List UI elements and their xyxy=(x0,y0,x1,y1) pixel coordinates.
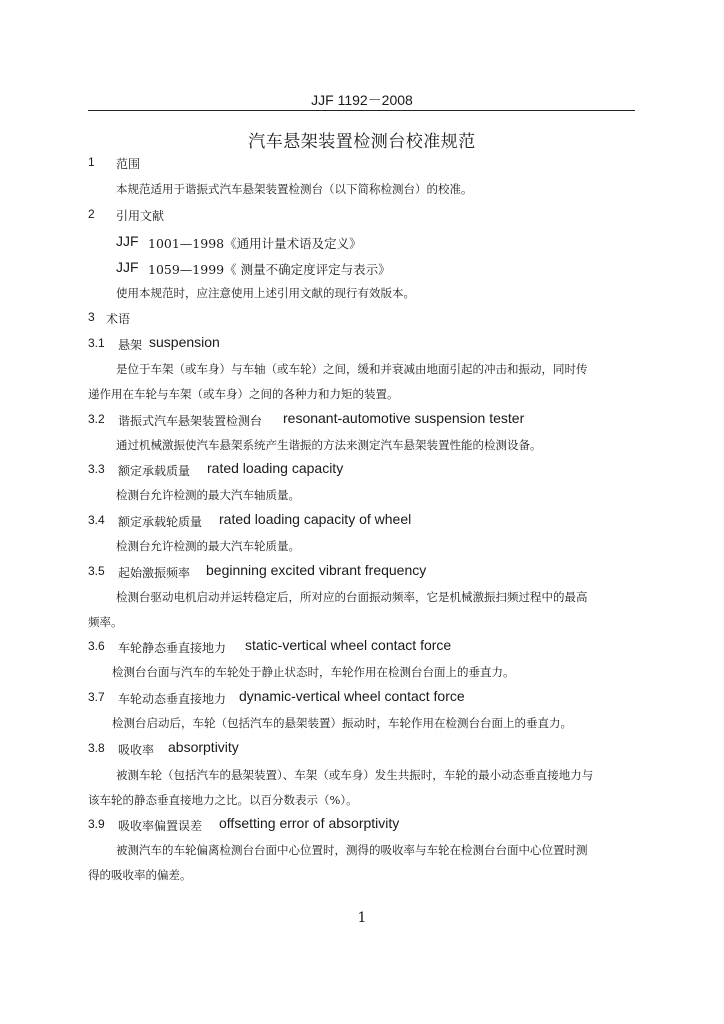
section-title: 术语 xyxy=(106,312,131,326)
term-english: suspension xyxy=(149,334,220,350)
header-rule xyxy=(88,110,635,111)
paragraph: 检测台台面与汽车的车轮处于静止状态时，车轮作用在检测台台面上的垂直力。 xyxy=(112,665,515,679)
paragraph: 被测车轮（包括汽车的悬架装置）、车架（或车身）发生共振时，车轮的最小动态垂直接地力与 xyxy=(116,768,594,782)
term-number: 3.8 xyxy=(88,741,105,755)
paragraph: 得的吸收率的偏差。 xyxy=(88,868,192,882)
section-number: 3 xyxy=(88,310,95,324)
section-number: 1 xyxy=(88,155,95,169)
paragraph: 频率。 xyxy=(88,615,123,629)
paragraph: 检测台驱动电机启动并运转稳定后，所对应的台面振动频率，它是机械激振扫频过程中的最高 xyxy=(116,590,588,604)
term-number: 3.2 xyxy=(88,412,105,426)
paragraph: 通过机械激振使汽车悬架系统产生谐振的方法来测定汽车悬架装置性能的检测设备。 xyxy=(116,438,542,452)
term-english: rated loading capacity of wheel xyxy=(219,511,412,527)
paragraph: 检测台启动后，车轮（包括汽车的悬架装置）振动时，车轮作用在检测台台面上的垂直力。 xyxy=(112,716,572,730)
term-number: 3.1 xyxy=(88,336,105,350)
term-english: rated loading capacity xyxy=(207,460,344,476)
term-number: 3.9 xyxy=(88,817,105,831)
section-title: 范围 xyxy=(116,157,141,171)
reference-code: JJF xyxy=(116,259,139,275)
term-number: 3.5 xyxy=(88,564,105,578)
paragraph: 是位于车架（或车身）与车轴（或车轮）之间，缓和并衰减由地面引起的冲击和振动，同时传 xyxy=(116,362,588,376)
reference-title: 1001—1998《通用计量术语及定义》 xyxy=(148,236,362,251)
term-chinese: 车轮静态垂直接地力 xyxy=(118,641,227,655)
paragraph: 该车轮的静态垂直接地力之比。以百分数表示（%）。 xyxy=(88,793,358,807)
term-chinese: 额定承载质量 xyxy=(118,464,191,478)
section-number: 2 xyxy=(88,207,95,221)
term-english: static-vertical wheel contact force xyxy=(245,637,452,653)
term-english: absorptivity xyxy=(168,739,239,755)
term-chinese: 吸收率 xyxy=(118,743,155,757)
document-title: 汽车悬架装置检测台校准规范 xyxy=(248,132,476,152)
paragraph: 递作用在车轮与车架（或车身）之间的各种力和力矩的装置。 xyxy=(88,387,399,401)
term-chinese: 起始激振频率 xyxy=(118,566,191,580)
term-english: offsetting error of absorptivity xyxy=(219,815,400,831)
term-chinese: 吸收率偏置误差 xyxy=(118,819,203,833)
paragraph: 本规范适用于谐振式汽车悬架装置检测台（以下简称检测台）的校准。 xyxy=(116,182,473,196)
section-title: 引用文献 xyxy=(116,209,165,223)
document-code: JJF 1192－2008 xyxy=(311,92,413,108)
reference-code: JJF xyxy=(116,233,139,249)
term-chinese: 悬架 xyxy=(118,338,143,352)
term-english: beginning excited vibrant frequency xyxy=(206,562,427,578)
term-chinese: 额定承载轮质量 xyxy=(118,515,203,529)
term-number: 3.7 xyxy=(88,690,105,704)
term-chinese: 车轮动态垂直接地力 xyxy=(118,692,227,706)
page-number: 1 xyxy=(357,910,367,926)
term-number: 3.4 xyxy=(88,513,105,527)
term-chinese: 谐振式汽车悬架装置检测台 xyxy=(118,414,263,428)
term-number: 3.6 xyxy=(88,639,105,653)
reference-title: 1059—1999《 测量不确定度评定与表示》 xyxy=(148,262,391,277)
term-number: 3.3 xyxy=(88,462,105,476)
paragraph: 被测汽车的车轮偏离检测台台面中心位置时，测得的吸收率与车轮在检测台台面中心位置时测 xyxy=(116,843,588,857)
term-english: resonant-automotive suspension tester xyxy=(283,410,525,426)
paragraph: 检测台允许检测的最大汽车轴质量。 xyxy=(116,488,300,502)
paragraph: 使用本规范时，应注意使用上述引用文献的现行有效版本。 xyxy=(116,286,415,300)
paragraph: 检测台允许检测的最大汽车轮质量。 xyxy=(116,539,300,553)
term-english: dynamic-vertical wheel contact force xyxy=(239,688,465,704)
